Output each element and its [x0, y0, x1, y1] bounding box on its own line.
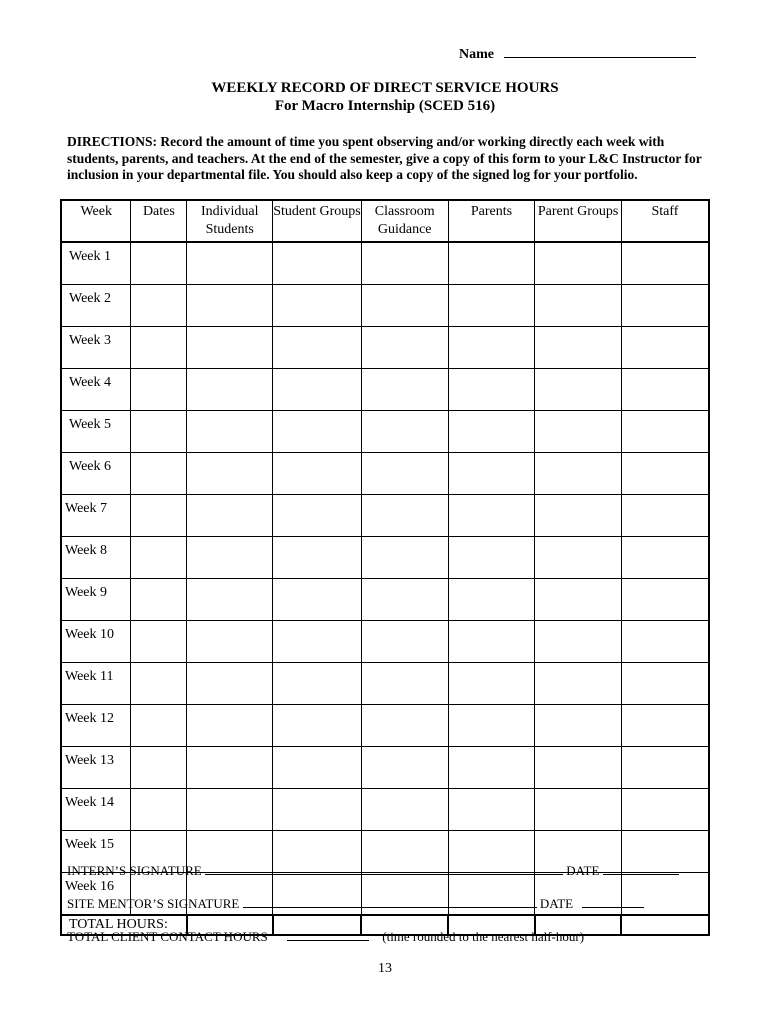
- hours-cell[interactable]: [361, 453, 448, 495]
- table-row: [61, 327, 709, 369]
- hours-cell[interactable]: [448, 411, 535, 453]
- directions-text: DIRECTIONS: Record the amount of time you spent observing and/or working directly each week with students, parents, and teachers. At the end of the semester, give a copy of this form to your L&C Instructor for inclusion in your departmental file. You should also keep a copy of the signed log for your portfolio.: [67, 134, 702, 182]
- hours-cell[interactable]: [535, 663, 622, 705]
- week-label: Week 9: [61, 579, 131, 621]
- rounding-note: (time rounded to the nearest half-hour): [382, 929, 585, 944]
- hours-cell[interactable]: [448, 705, 535, 747]
- hours-cell[interactable]: [361, 705, 448, 747]
- column-header-staff: Staff: [621, 200, 709, 242]
- table-row: [61, 242, 709, 285]
- hours-cell[interactable]: [273, 369, 362, 411]
- hours-cell[interactable]: [621, 537, 709, 579]
- hours-cell[interactable]: [448, 327, 535, 369]
- hours-cell[interactable]: [535, 537, 622, 579]
- hours-cell[interactable]: [273, 285, 362, 327]
- hours-cell[interactable]: [361, 621, 448, 663]
- hours-cell[interactable]: [131, 369, 187, 411]
- hours-cell[interactable]: [131, 453, 187, 495]
- column-header-parent-groups: Parent Groups: [535, 200, 622, 242]
- hours-cell[interactable]: [448, 663, 535, 705]
- week-label: Week 1: [61, 242, 131, 285]
- hours-cell[interactable]: [273, 453, 362, 495]
- hours-cell[interactable]: [535, 327, 622, 369]
- hours-cell[interactable]: [187, 369, 273, 411]
- table-body: [61, 242, 709, 915]
- hours-cell[interactable]: [535, 579, 622, 621]
- hours-cell[interactable]: [621, 453, 709, 495]
- intern-date-label: DATE: [566, 863, 600, 878]
- hours-cell[interactable]: [535, 621, 622, 663]
- mentor-signature-line: [67, 896, 644, 912]
- mentor-signature-label: SITE MENTOR’S SIGNATURE: [67, 896, 240, 911]
- column-header-dates: Dates: [131, 200, 187, 242]
- intern-date-blank[interactable]: [603, 864, 679, 875]
- table-row: [61, 453, 709, 495]
- hours-cell[interactable]: [621, 789, 709, 831]
- hours-cell[interactable]: [131, 242, 187, 285]
- name-field: [459, 45, 696, 63]
- table-row: [61, 411, 709, 453]
- hours-cell[interactable]: [535, 789, 622, 831]
- hours-cell[interactable]: [187, 537, 273, 579]
- hours-cell[interactable]: [273, 663, 362, 705]
- hours-cell[interactable]: [187, 747, 273, 789]
- hours-cell[interactable]: [448, 789, 535, 831]
- hours-cell[interactable]: [535, 285, 622, 327]
- hours-cell[interactable]: [273, 327, 362, 369]
- table-row: [61, 663, 709, 705]
- hours-cell[interactable]: [187, 579, 273, 621]
- mentor-date-label: DATE: [539, 896, 574, 911]
- hours-cell[interactable]: [621, 327, 709, 369]
- table-row: [61, 705, 709, 747]
- column-header-student-groups: Student Groups: [273, 200, 362, 242]
- table-row: [61, 369, 709, 411]
- hours-cell[interactable]: [361, 537, 448, 579]
- hours-cell[interactable]: [273, 621, 362, 663]
- hours-cell[interactable]: [448, 369, 535, 411]
- total-contact-label: TOTAL CLIENT CONTACT HOURS: [67, 929, 268, 944]
- name-label: Name: [459, 47, 494, 62]
- hours-cell[interactable]: [131, 495, 187, 537]
- hours-cell[interactable]: [131, 663, 187, 705]
- hours-cell[interactable]: [187, 621, 273, 663]
- week-label: Week 2: [61, 285, 131, 327]
- hours-cell[interactable]: [621, 747, 709, 789]
- table-row: [61, 579, 709, 621]
- hours-cell[interactable]: [448, 621, 535, 663]
- table-header-row: [61, 200, 709, 242]
- column-header-parents: Parents: [448, 200, 535, 242]
- hours-cell[interactable]: [361, 327, 448, 369]
- mentor-signature-blank[interactable]: [243, 897, 537, 908]
- hours-cell[interactable]: [535, 369, 622, 411]
- hours-cell[interactable]: [448, 453, 535, 495]
- hours-cell[interactable]: [187, 453, 273, 495]
- intern-signature-blank[interactable]: [205, 864, 563, 875]
- week-label: Week 10: [61, 621, 131, 663]
- hours-cell[interactable]: [621, 285, 709, 327]
- hours-cell[interactable]: [621, 579, 709, 621]
- intern-signature-line: [67, 863, 679, 879]
- column-header-individual-students: Individual Students: [187, 200, 273, 242]
- page-number: 13: [378, 961, 392, 976]
- hours-cell[interactable]: [621, 705, 709, 747]
- hours-cell[interactable]: [361, 663, 448, 705]
- week-label: Week 5: [61, 411, 131, 453]
- table-row: [61, 789, 709, 831]
- hours-cell[interactable]: [535, 495, 622, 537]
- hours-cell[interactable]: [273, 242, 362, 285]
- table-row: [61, 495, 709, 537]
- week-label: Week 13: [61, 747, 131, 789]
- hours-cell[interactable]: [535, 453, 622, 495]
- hours-cell[interactable]: [621, 495, 709, 537]
- hours-cell[interactable]: [187, 663, 273, 705]
- hours-cell[interactable]: [361, 242, 448, 285]
- total-contact-blank[interactable]: [287, 930, 369, 941]
- hours-cell[interactable]: [621, 663, 709, 705]
- hours-cell[interactable]: [131, 579, 187, 621]
- hours-cell[interactable]: [131, 621, 187, 663]
- week-label: Week 12: [61, 705, 131, 747]
- hours-cell[interactable]: [131, 285, 187, 327]
- total-hours-label: TOTAL HOURS:: [61, 915, 187, 935]
- hours-cell[interactable]: [621, 242, 709, 285]
- hours-cell[interactable]: [273, 537, 362, 579]
- table-row: [61, 285, 709, 327]
- week-label: Week 16: [61, 873, 131, 916]
- form-title: WEEKLY RECORD OF DIRECT SERVICE HOURS: [211, 80, 559, 96]
- hours-cell[interactable]: [621, 621, 709, 663]
- hours-cell[interactable]: [187, 285, 273, 327]
- hours-cell[interactable]: [361, 579, 448, 621]
- hours-cell[interactable]: [273, 789, 362, 831]
- hours-table: [60, 199, 710, 936]
- hours-cell[interactable]: [361, 285, 448, 327]
- total-cell-staff[interactable]: [621, 915, 709, 935]
- hours-cell[interactable]: [535, 411, 622, 453]
- week-label: Week 4: [61, 369, 131, 411]
- hours-cell[interactable]: [273, 495, 362, 537]
- week-label: Week 11: [61, 663, 131, 705]
- hours-cell[interactable]: [187, 705, 273, 747]
- hours-cell[interactable]: [131, 747, 187, 789]
- hours-cell[interactable]: [448, 747, 535, 789]
- hours-cell[interactable]: [448, 537, 535, 579]
- column-header-classroom-guidance: Classroom Guidance: [361, 200, 448, 242]
- hours-cell[interactable]: [621, 369, 709, 411]
- hours-cell[interactable]: [535, 242, 622, 285]
- hours-cell[interactable]: [187, 789, 273, 831]
- hours-cell[interactable]: [131, 705, 187, 747]
- name-blank-line[interactable]: [504, 45, 696, 58]
- mentor-date-blank[interactable]: [582, 897, 644, 908]
- table-row: [61, 621, 709, 663]
- hours-cell[interactable]: [448, 579, 535, 621]
- form-subtitle: For Macro Internship (SCED 516): [274, 98, 496, 114]
- hours-cell[interactable]: [361, 789, 448, 831]
- hours-cell[interactable]: [535, 747, 622, 789]
- hours-cell[interactable]: [187, 411, 273, 453]
- hours-cell[interactable]: [187, 242, 273, 285]
- hours-cell[interactable]: [131, 327, 187, 369]
- week-label: Week 7: [61, 495, 131, 537]
- hours-cell[interactable]: [448, 242, 535, 285]
- hours-cell[interactable]: [361, 369, 448, 411]
- table-row: [61, 537, 709, 579]
- week-label: Week 8: [61, 537, 131, 579]
- week-label: Week 6: [61, 453, 131, 495]
- hours-cell[interactable]: [131, 537, 187, 579]
- total-contact-line: [67, 929, 584, 945]
- hours-cell[interactable]: [273, 579, 362, 621]
- table-row: [61, 747, 709, 789]
- intern-signature-label: INTERN’S SIGNATURE: [67, 863, 202, 878]
- hours-cell[interactable]: [535, 705, 622, 747]
- hours-cell[interactable]: [448, 495, 535, 537]
- hours-cell[interactable]: [273, 747, 362, 789]
- hours-cell[interactable]: [273, 411, 362, 453]
- hours-cell[interactable]: [187, 495, 273, 537]
- hours-cell[interactable]: [361, 411, 448, 453]
- hours-cell[interactable]: [131, 789, 187, 831]
- hours-cell[interactable]: [131, 411, 187, 453]
- week-label: Week 15: [61, 831, 131, 873]
- hours-cell[interactable]: [448, 285, 535, 327]
- hours-cell[interactable]: [621, 411, 709, 453]
- week-label: Week 14: [61, 789, 131, 831]
- week-label: Week 3: [61, 327, 131, 369]
- hours-cell[interactable]: [361, 747, 448, 789]
- hours-cell[interactable]: [361, 495, 448, 537]
- hours-cell[interactable]: [187, 327, 273, 369]
- hours-cell[interactable]: [273, 705, 362, 747]
- column-header-week: Week: [61, 200, 131, 242]
